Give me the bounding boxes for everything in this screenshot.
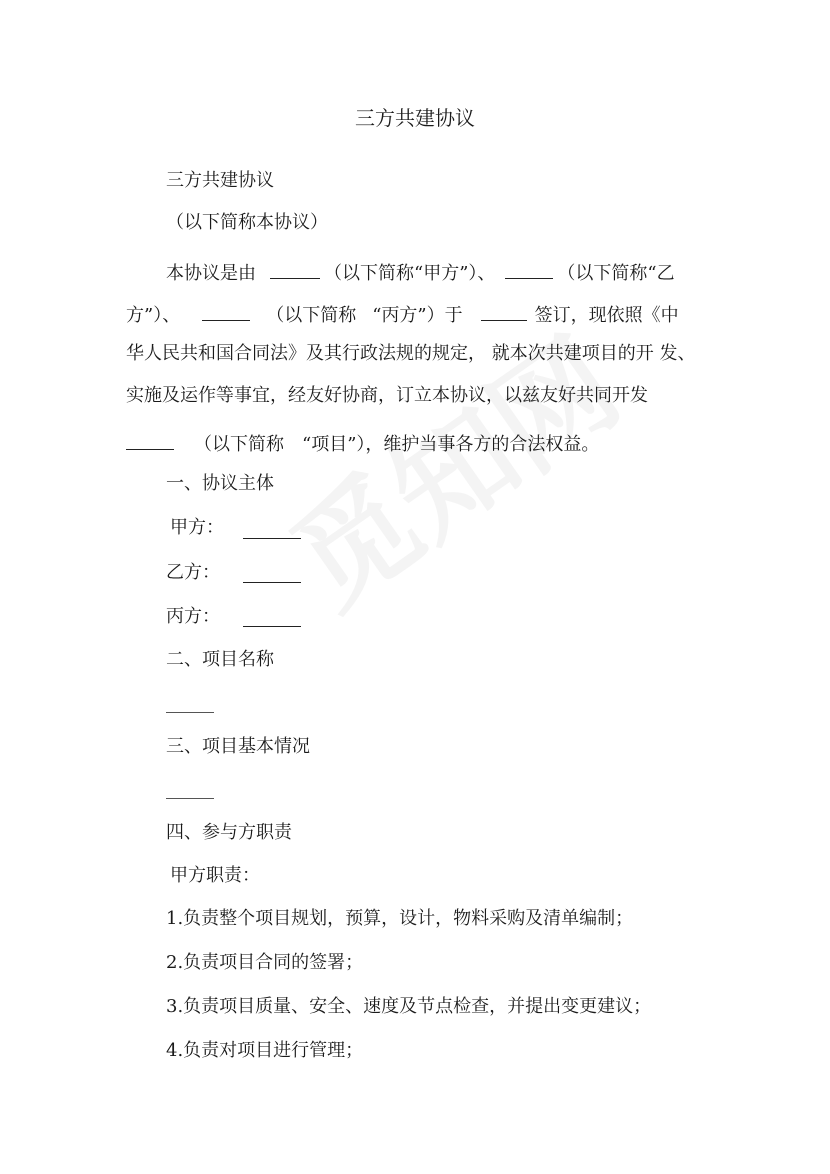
page-title: 三方共建协议	[355, 106, 475, 130]
duty-item-4: 4.负责对项目进行管理；	[166, 1040, 364, 1061]
duty-item-2: 2.负责项目合同的签署；	[166, 952, 364, 973]
para1-text-a: 本协议是由	[166, 263, 256, 284]
project-info-blank	[166, 798, 214, 799]
subtitle: （以下简称本协议）	[166, 212, 328, 233]
section-1-heading: 一、协议主体	[166, 473, 274, 494]
para1-text-i: “项目”），维护当事各方的合法权益。	[302, 434, 600, 455]
para1-text-d: 方”）、	[126, 305, 181, 326]
section-4-heading: 四、参与方职责	[166, 822, 292, 843]
duty-item-3: 3.负责项目质量、安全、速度及节点检查，并提出变更建议；	[166, 996, 652, 1017]
heading: 三方共建协议	[166, 170, 274, 191]
party-b-blank	[243, 562, 301, 583]
para1-text-g: 签订，现依照《中	[534, 305, 679, 326]
party-b-label: 乙方：	[166, 562, 220, 583]
para1-line4: 实施及运作等事宜，经友好协商，订立本协议，以兹友好共同开发	[126, 385, 648, 406]
blank-party-a	[270, 258, 320, 279]
para1-line2	[126, 300, 679, 328]
section-2-heading: 二、项目名称	[166, 649, 274, 670]
section-3-heading: 三、项目基本情况	[166, 736, 310, 757]
para1-text-b: （以下简称“甲方”）、	[324, 263, 496, 284]
blank-date	[481, 300, 527, 321]
party-a-label: 甲方：	[170, 517, 224, 538]
para1-text-f: “丙方”）于	[372, 305, 463, 326]
blank-project	[126, 429, 174, 450]
para1-line3: 华人民共和国合同法》及其行政法规的规定， 就本次共建项目的开 发、	[126, 343, 696, 364]
duty-item-1: 1.负责整个项目规划，预算，设计，物料采购及清单编制；	[166, 908, 634, 929]
blank-party-b	[505, 258, 553, 279]
party-a-blank	[243, 518, 301, 539]
duties-a-label: 甲方职责：	[170, 865, 260, 886]
project-name-blank	[166, 712, 214, 713]
party-c-blank	[243, 606, 301, 627]
para1-text-c: （以下简称“乙	[557, 263, 675, 284]
para1-text-h: （以下简称	[194, 434, 284, 455]
blank-party-c	[202, 300, 250, 321]
para1-line1	[166, 258, 675, 286]
para1-line5	[126, 429, 599, 457]
party-c-label: 丙方：	[166, 606, 220, 627]
para1-text-e: （以下简称	[266, 305, 357, 326]
